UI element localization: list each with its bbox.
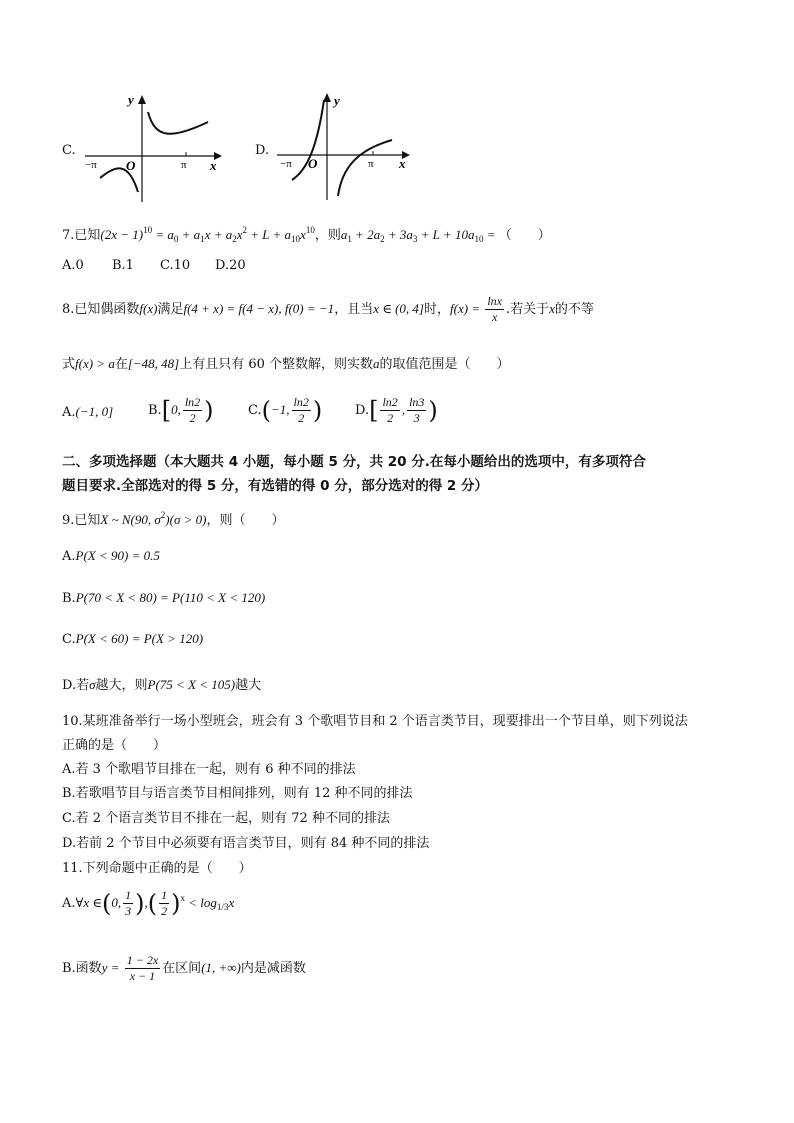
- origin-label: O: [126, 158, 136, 173]
- pi-label: π: [368, 158, 374, 170]
- section-2-heading: 二、多项选择题（本大题共 4 小题，每小题 5 分，共 20 分.在每小题给出的选项中，有多项符合: [62, 454, 646, 470]
- question-7-option-b: B.1: [112, 258, 134, 273]
- question-10-stem-line2: 正确的是（ ）: [62, 738, 167, 753]
- question-10-option-c: C.若 2 个语言类节目不排在一起，则有 72 种不同的排法: [62, 811, 390, 826]
- question-7-stem: 7.已知$(2x - 1)^{10} = a_0 + a_1x + a_2x^2 + L + a_{10}x^{10}$，则$a_1 + 2a_2 + 3a_3 + L + 10a_{10}$ = （ ）: [62, 225, 551, 244]
- question-9-option-a: A.P(X < 90) = 0.5: [62, 548, 160, 564]
- figure-d-label: D.: [255, 143, 270, 158]
- section-2-heading-line2: 题目要求.全部选对的得 5 分，有选错的得 0 分，部分选对的得 2 分）: [62, 478, 489, 494]
- axis-y-label: y: [334, 93, 340, 108]
- question-10-option-a: A.若 3 个歌唱节目排在一起，则有 6 种不同的排法: [62, 762, 356, 777]
- question-8-option-c: C.(−1, $\frac{\ln 2}{2}$ ): [248, 395, 323, 425]
- axis-x-label: x: [210, 158, 217, 173]
- question-9-option-b: B.P(70 < X < 80) = P(110 < X < 120): [62, 590, 266, 606]
- question-7-option-c: C.10: [160, 258, 191, 273]
- question-10-option-b: B.若歌唱节目与语言类节目相间排列，则有 12 种不同的排法: [62, 786, 413, 801]
- question-8-stem: 8.已知偶函数f(x)满足f(4 + x) = f(4 − x), f(0) = −1，且当x ∈ (0, 4]时，f(x) = $\frac{\ln x}{x}$ .若关于x的不等: [62, 294, 594, 324]
- origin-label: O: [308, 156, 318, 171]
- figure-c-label: C.: [62, 143, 76, 158]
- question-7-option-a: A.0: [62, 258, 84, 273]
- neg-pi-label: −π: [85, 159, 97, 171]
- question-8-option-b: B.[0, $\frac{\ln 2}{2}$ ): [148, 395, 214, 425]
- question-9-option-c: C.P(X < 60) = P(X > 120): [62, 631, 204, 647]
- pi-label: π: [181, 159, 187, 171]
- neg-pi-label: −π: [280, 158, 292, 170]
- graph-d: [272, 88, 417, 203]
- question-9-option-d: D.若σ越大，则P(75 < X < 105)越大: [62, 677, 262, 693]
- question-11-option-a: A.∀x ∈(0, $\frac{1}{3}$ ),( $\frac{1}{2}$ )$^x < \log_{1/3}x$: [62, 888, 235, 918]
- question-11-option-b: B.函数y = $\frac{1 - 2x}{x - 1}$ 在区间(1, +∞)内是减函数: [62, 953, 306, 983]
- question-8-option-a: A.(−1, 0]: [62, 404, 114, 420]
- axis-y-label: y: [128, 92, 134, 107]
- question-10-option-d: D.若前 2 个节目中必须要有语言类节目，则有 84 种不同的排法: [62, 836, 430, 851]
- question-9-stem: 9.已知X ~ N(90, $\sigma^2)(\sigma > 0)$，则（ ）: [62, 510, 285, 528]
- question-8-option-d: D.[ $\frac{\ln 2}{2}$ , $\frac{\ln 3}{3}$ ): [355, 395, 438, 425]
- question-8-stem-line2: 式f(x) > a在[−48, 48]上有且只有 60 个整数解，则实数a的取值范围是（ ）: [62, 356, 510, 372]
- question-10-stem: 10.某班准备举行一场小型班会，班会有 3 个歌唱节目和 2 个语言类节目，现要排出一个节目单，则下列说法: [62, 714, 688, 729]
- question-11-stem: 11.下列命题中正确的是（ ）: [62, 861, 252, 876]
- question-7-option-d: D.20: [215, 258, 246, 273]
- graph-c: [80, 90, 225, 205]
- axis-x-label: x: [399, 156, 406, 171]
